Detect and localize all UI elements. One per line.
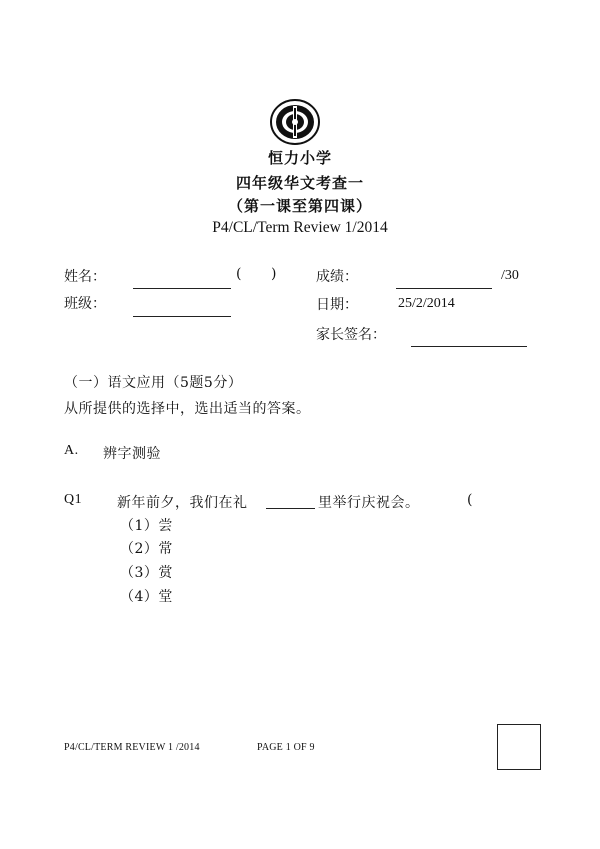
part-title: 辨字测验 [103,446,161,462]
date-label: 日期： [316,297,358,313]
question-text-after: 里举行庆祝会。 [318,495,420,511]
option-3: （3）赏 [120,565,173,581]
score-box [497,724,541,770]
parent-signature-label: 家长签名： [316,327,386,343]
score-total: /30 [501,268,519,283]
name-paren-open: ( [236,266,242,282]
footer-code: P4/CL/TERM REVIEW 1 /2014 [64,742,200,753]
part-letter: A. [64,443,79,458]
answer-paren: ( [467,492,473,508]
question-number: Q1 [64,492,83,507]
section-instruction: 从所提供的选择中，选出适当的答案。 [64,401,311,417]
option-1: （1）尝 [120,518,173,534]
score-line [396,288,492,289]
name-paren-close: ) [271,266,277,282]
school-name: 恒力小学 [267,149,332,167]
school-crest-logo [265,98,325,146]
score-label: 成绩： [316,269,358,285]
name-line [133,288,231,289]
class-label: 班级： [64,296,106,312]
option-4: （4）堂 [120,589,173,605]
exam-title: 四年级华文考查一 [235,174,364,192]
question-text-before: 新年前夕，我们在礼 [117,495,248,511]
paper-code: P4/CL/Term Review 1/2014 [212,219,388,236]
name-label: 姓名： [64,269,106,285]
lesson-range: （第一课至第四课） [227,197,372,215]
footer-page-number: PAGE 1 OF 9 [257,742,315,753]
option-2: （2）常 [120,541,173,557]
section-heading: （一）语文应用（5题5分） [64,375,243,391]
question-blank-line [266,508,315,509]
date-value: 25/2/2014 [398,296,455,311]
class-line [133,316,231,317]
parent-signature-line [411,346,527,347]
